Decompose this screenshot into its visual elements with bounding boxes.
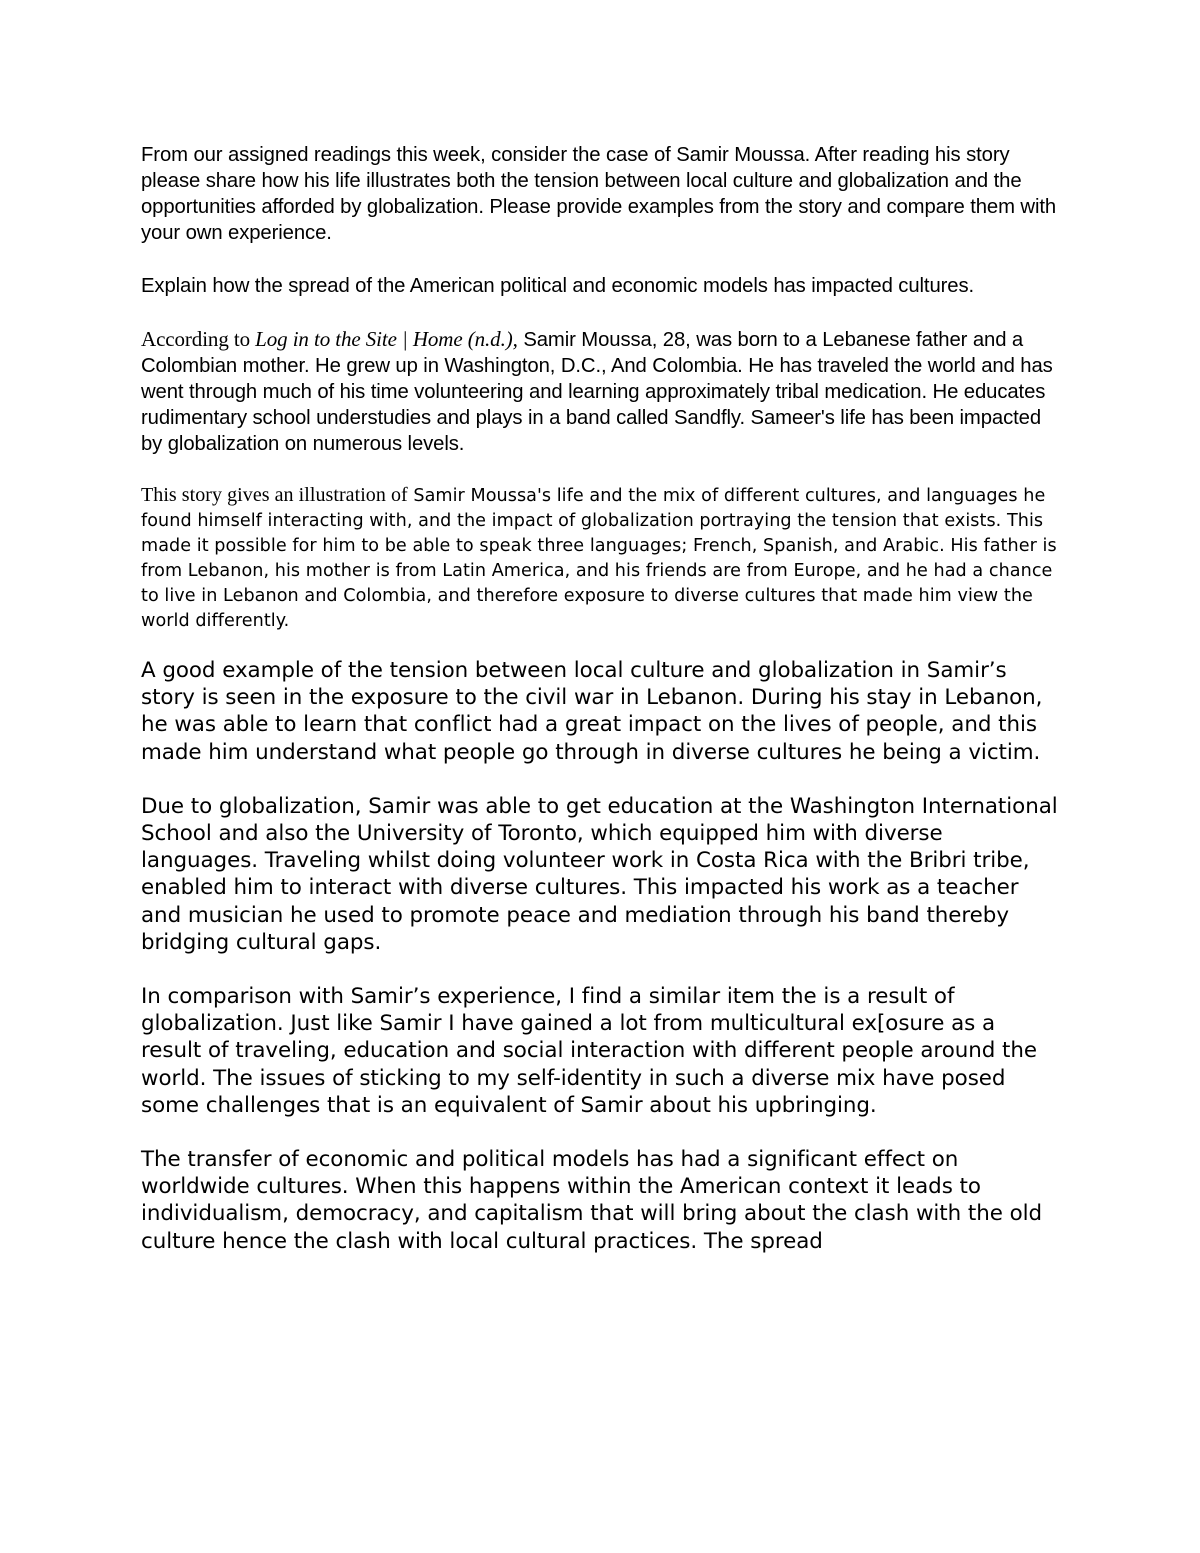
intro-lead: According to — [141, 327, 256, 351]
story-lead: This story gives an illustration of — [141, 484, 408, 506]
citation: Log in to the Site | Home (n.d.), — [255, 327, 518, 351]
prompt-paragraph-1: From our assigned readings this week, consider the case of Samir Moussa. After reading his story please share how his life illustrates both the tension between local culture and globalization and the opportunities afforded by globalization. Please provide examples from the story and compare them with your own experience. — [141, 144, 1057, 244]
models-paragraph: The transfer of economic and political models has had a significant effect on worldwide cultures. When this happens within the American context it leads to individualism, democracy, and capitalism that will bring about the clash with the old culture hence the clash with local cultural practices. The spread — [141, 1147, 1043, 1254]
intro-paragraph — [141, 326, 1061, 457]
prompt-paragraph-2: Explain how the spread of the American political and economic models has impacted cultures. — [141, 275, 975, 297]
intro-body: Samir Moussa, 28, was born to a Lebanese father and a Colombian mother. He grew up in Washington, D.C., And Colombia. He has traveled the world and has went through much of his time volunteering and learning approximately tribal medication. He educates rudimentary school understudies and plays in a band called Sandfly. Sameer's life has been impacted by globalization on numerous levels. — [141, 329, 1053, 455]
story-body: Samir Moussa's life and the mix of different cultures, and languages he found himself interacting with, and the impact of globalization portraying the tension that exists. This made it possible for him to be able to speak three languages; French, Spanish, and Arabic. His father is from Lebanon, his mother is from Latin America, and his friends are from Europe, and he had a chance to live in Lebanon and Colombia, and therefore exposure to diverse cultures that made him view the world differently. — [141, 486, 1057, 631]
globalization-paragraph: Due to globalization, Samir was able to get education at the Washington International School and also the University of Toronto, which equipped him with diverse languages. Traveling whilst doing volunteer work in Costa Rica with the Bribri tribe, enabled him to interact with diverse cultures. This impacted his work as a teacher and musician he used to promote peace and mediation through his band thereby bridging cultural gaps. — [141, 793, 1058, 955]
story-paragraph — [141, 483, 1061, 634]
tension-paragraph: A good example of the tension between local culture and globalization in Samir’s story is seen in the exposure to the civil war in Lebanon. During his stay in Lebanon, he was able to learn that conflict had a great impact on the lives of people, and this made him understand what people go through in diverse cultures he being a victim. — [141, 658, 1043, 765]
comparison-paragraph: In comparison with Samir’s experience, I find a similar item the is a result of globalization. Just like Samir I have gained a lot from multicultural ex[osure as a result of traveling, education and social interaction with different people around the world. The issues of sticking to my self-identity in such a diverse mix have posed some challenges that is an equivalent of Samir about his upbringing. — [141, 984, 1037, 1118]
document-page — [141, 142, 1061, 1255]
